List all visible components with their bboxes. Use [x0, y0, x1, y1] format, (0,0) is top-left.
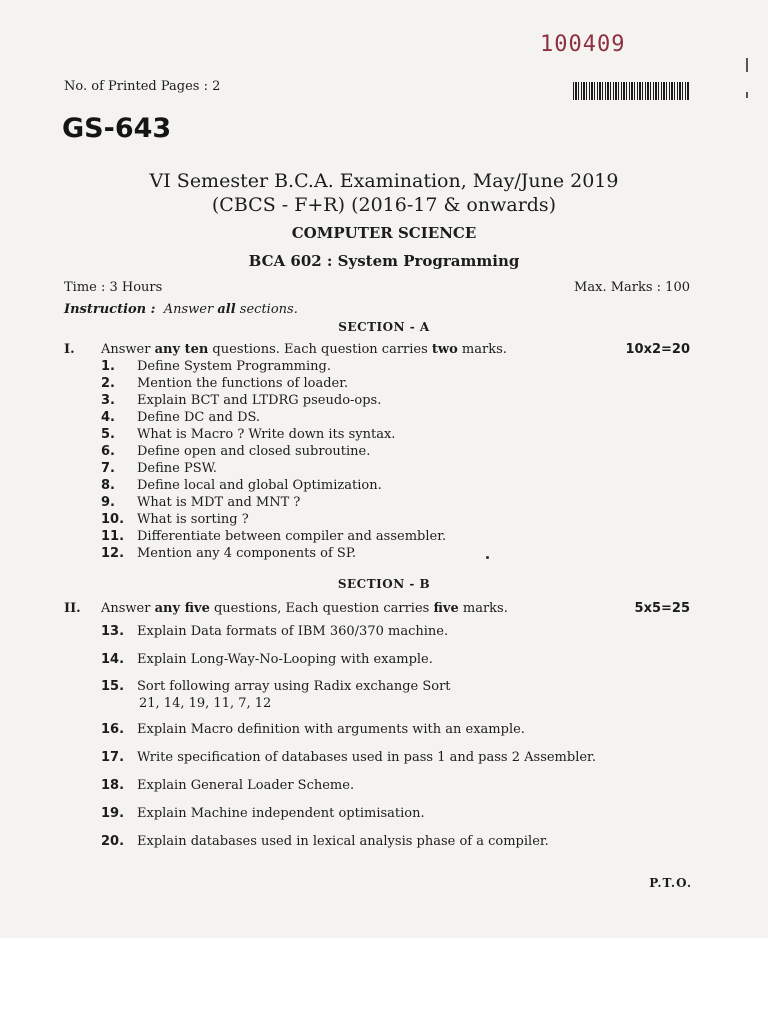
question-item: 11. Differentiate between compiler and assembler. — [101, 529, 447, 544]
section-b-allocation: 5x5=25 — [634, 601, 690, 616]
question-item: 3. Explain BCT and LTDRG pseudo-ops. — [101, 393, 382, 408]
paper-code: GS-643 — [62, 113, 172, 144]
speck — [486, 556, 489, 559]
question-item: 19. Explain Machine independent optimisation. — [101, 806, 425, 821]
exam-title: VI Semester B.C.A. Examination, May/June 2019 — [149, 170, 619, 192]
exam-duration: Time : 3 Hours — [64, 280, 163, 295]
page-turn-note: P.T.O. — [649, 876, 692, 890]
question-item: 13. Explain Data formats of IBM 360/370 machine. — [101, 624, 449, 639]
question-item: 12. Mention any 4 components of SP. — [101, 546, 357, 561]
section-b-roman: II. — [64, 601, 81, 616]
question-item: 16. Explain Macro definition with arguments with an example. — [101, 722, 525, 737]
instruction-text-post: sections. — [235, 302, 298, 317]
instruction-text-pre: Answer — [163, 302, 218, 317]
question-item: 9. What is MDT and MNT ? — [101, 495, 301, 510]
serial-number: 100409 — [540, 32, 626, 57]
question-item: 18. Explain General Loader Scheme. — [101, 778, 355, 793]
paper-title: BCA 602 : System Programming — [248, 252, 520, 270]
question-item: 5. What is Macro ? Write down its syntax. — [101, 427, 396, 442]
section-a-prompt: Answer any ten questions. Each question carries two marks. — [101, 342, 507, 357]
question-item: 14. Explain Long-Way-No-Looping with example. — [101, 652, 433, 667]
max-marks: Max. Marks : 100 — [574, 280, 690, 295]
section-a-allocation: 10x2=20 — [625, 342, 690, 357]
question-item: 8. Define local and global Optimization. — [101, 478, 382, 493]
edge-mark — [746, 92, 748, 98]
question-item: 7. Define PSW. — [101, 461, 217, 476]
question-item: 20. Explain databases used in lexical analysis phase of a compiler. — [101, 834, 549, 849]
section-b-title: SECTION - B — [337, 577, 431, 591]
question-item: 2. Mention the functions of loader. — [101, 376, 349, 391]
question-item: 10. What is sorting ? — [101, 512, 249, 527]
question-item: 6. Define open and closed subroutine. — [101, 444, 371, 459]
radix-array: 21, 14, 19, 11, 7, 12 — [139, 696, 272, 711]
instruction — [64, 302, 298, 317]
question-item: 17. Write specification of databases used in pass 1 and pass 2 Assembler. — [101, 750, 596, 765]
section-b-prompt: Answer any five questions, Each question carries five marks. — [101, 601, 508, 616]
subject-title: COMPUTER SCIENCE — [291, 224, 477, 242]
exam-scheme: (CBCS - F+R) (2016-17 & onwards) — [211, 194, 557, 216]
barcode — [573, 82, 689, 100]
instruction-label: Instruction : — [64, 302, 156, 317]
section-a-title: SECTION - A — [338, 320, 430, 334]
question-item: 15. Sort following array using Radix exchange Sort — [101, 679, 451, 694]
printed-pages: No. of Printed Pages : 2 — [64, 79, 221, 94]
question-item: 4. Define DC and DS. — [101, 410, 261, 425]
edge-mark — [746, 58, 748, 72]
question-item: 1. Define System Programming. — [101, 359, 331, 374]
instruction-text-bold: all — [217, 302, 236, 317]
section-a-roman: I. — [64, 342, 75, 357]
